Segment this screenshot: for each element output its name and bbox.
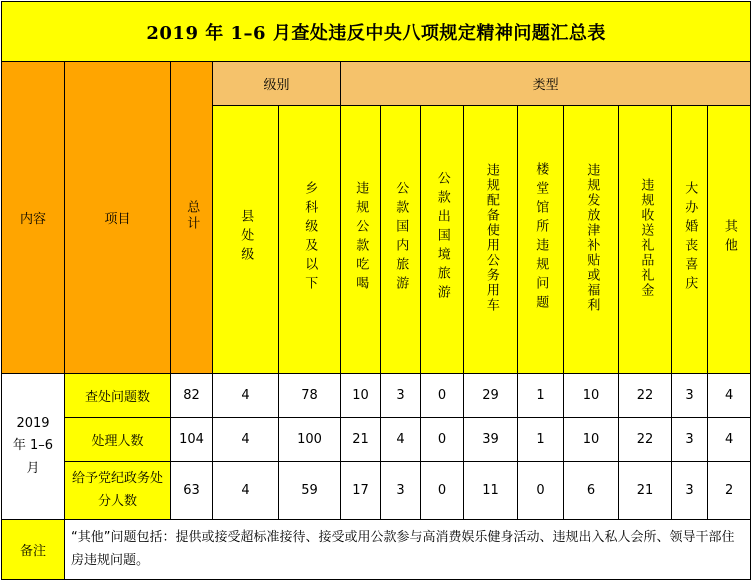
header-type-dining — [341, 106, 381, 374]
table-cell: 82 — [171, 374, 213, 418]
header-item: 项目 — [65, 62, 171, 374]
period-label: 2019 年 1–6 月 — [12, 416, 54, 476]
header-type-official-car-label: 违规配备使用公务用车 — [483, 162, 499, 313]
table-cell: 0 — [421, 462, 464, 520]
table-cell: 21 — [619, 462, 672, 520]
table-cell: 59 — [279, 462, 341, 520]
header-type-buildings — [518, 106, 564, 374]
table-cell: 11 — [464, 462, 518, 520]
header-type-gifts-label: 违规收送礼品礼金 — [638, 177, 654, 298]
table-cell: 63 — [171, 462, 213, 520]
table-title: 2019 年 1–6 月查处违反中央八项规定精神问题汇总表 — [2, 2, 751, 62]
table-cell: 10 — [564, 418, 619, 462]
header-type-weddings-funerals — [672, 106, 708, 374]
table-cell: 0 — [518, 462, 564, 520]
table-cell: 21 — [341, 418, 381, 462]
table-cell: 4 — [708, 374, 751, 418]
row-label-disciplined — [65, 462, 171, 520]
header-type-weddings-funerals-label: 大办婚丧喜庆 — [682, 180, 698, 295]
table-cell: 78 — [279, 374, 341, 418]
remark-text: “其他”问题包括：提供或接受超标准接待、接受或用公款参与高消费娱乐健身活动、违规出入私人会所、领导干部住房违规问题。 — [65, 520, 751, 580]
header-type-gifts — [619, 106, 672, 374]
header-level-group: 级别 — [213, 62, 341, 106]
header-content: 内容 — [2, 62, 65, 374]
table-cell: 22 — [619, 418, 672, 462]
header-level-township-label: 乡科级及以下 — [302, 180, 318, 295]
header-type-dining-label: 违规公款吃喝 — [353, 180, 369, 295]
header-type-other — [708, 106, 751, 374]
table-cell: 1 — [518, 374, 564, 418]
table-cell: 4 — [708, 418, 751, 462]
header-type-overseas-travel-label: 公款出国境旅游 — [434, 171, 450, 304]
table-cell: 3 — [672, 462, 708, 520]
header-type-allowances-label: 违规发放津补贴或福利 — [584, 162, 600, 313]
header-level-county-label: 县处级 — [238, 209, 254, 266]
header-type-allowances — [564, 106, 619, 374]
row-label-disciplined-text: 给予党纪政务处分人数 — [71, 471, 163, 509]
table-cell: 22 — [619, 374, 672, 418]
header-type-buildings-label: 楼堂馆所违规问题 — [533, 161, 549, 314]
table-cell: 0 — [421, 418, 464, 462]
header-type-domestic-travel — [381, 106, 421, 374]
header-type-official-car — [464, 106, 518, 374]
table-cell: 3 — [381, 374, 421, 418]
table-cell: 17 — [341, 462, 381, 520]
table-cell: 4 — [213, 374, 279, 418]
table-cell: 3 — [672, 418, 708, 462]
header-level-township — [279, 106, 341, 374]
table-cell: 10 — [564, 374, 619, 418]
header-type-overseas-travel — [421, 106, 464, 374]
table-cell: 4 — [213, 418, 279, 462]
summary-table — [1, 1, 751, 580]
table-cell: 1 — [518, 418, 564, 462]
header-type-group: 类型 — [341, 62, 751, 106]
remark-label: 备注 — [2, 520, 65, 580]
table-cell: 4 — [213, 462, 279, 520]
table-cell: 10 — [341, 374, 381, 418]
header-level-county — [213, 106, 279, 374]
header-type-domestic-travel-label: 公款国内旅游 — [393, 180, 409, 295]
table-cell: 3 — [672, 374, 708, 418]
table-cell: 3 — [381, 462, 421, 520]
header-total — [171, 62, 213, 374]
period-cell — [2, 374, 65, 520]
row-label-problems: 查处问题数 — [65, 374, 171, 418]
table-cell: 2 — [708, 462, 751, 520]
table-cell: 104 — [171, 418, 213, 462]
row-label-persons: 处理人数 — [65, 418, 171, 462]
table-cell: 6 — [564, 462, 619, 520]
header-type-other-label: 其他 — [721, 218, 737, 257]
table-cell: 39 — [464, 418, 518, 462]
table-cell: 100 — [279, 418, 341, 462]
header-total-label: 总计 — [184, 199, 200, 232]
table-cell: 4 — [381, 418, 421, 462]
table-cell: 0 — [421, 374, 464, 418]
table-cell: 29 — [464, 374, 518, 418]
